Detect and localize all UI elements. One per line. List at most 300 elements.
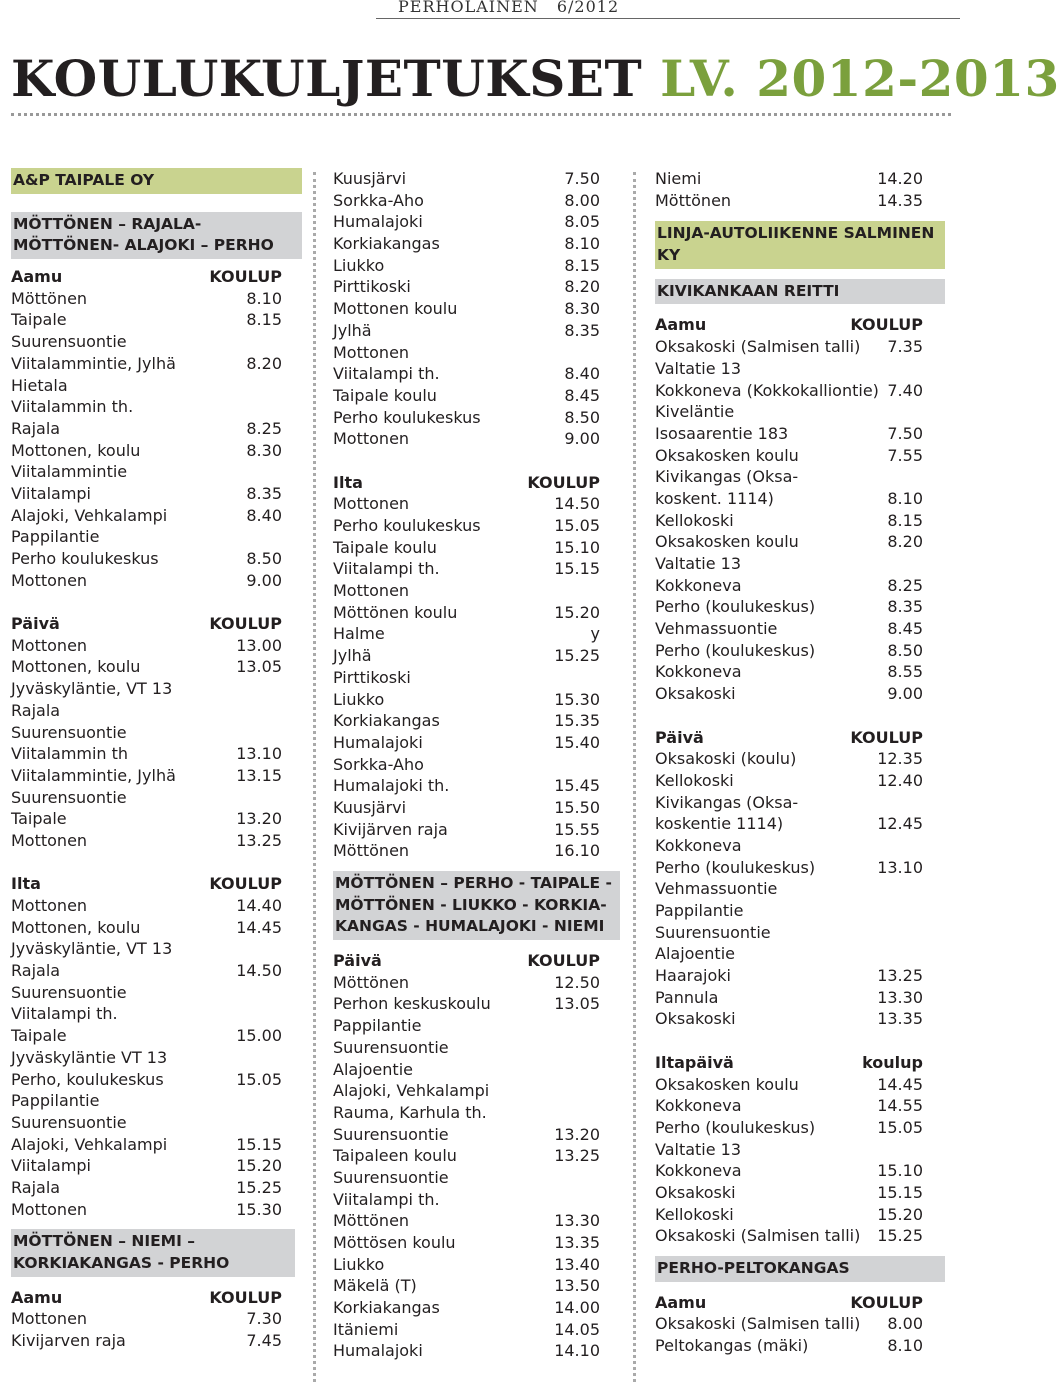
stop-name: Pirttikoski: [333, 277, 411, 297]
stop-name: Peltokangas (mäki): [655, 1336, 809, 1356]
stop-row: [655, 900, 945, 922]
stop-time: 13.10: [877, 857, 923, 877]
stop-name: Mottonen: [11, 896, 88, 916]
stop-row: [333, 342, 620, 364]
stop-name: Perhon keskuskoulu: [333, 994, 491, 1014]
stop-time: 12.50: [554, 972, 600, 992]
stop-time: [282, 982, 302, 1004]
stop-name: Mottonen: [333, 581, 410, 601]
stop-time: 8.50: [564, 407, 600, 427]
stop-row: [11, 743, 302, 765]
stop-time: 14.20: [877, 169, 923, 188]
stop-time: 9.00: [246, 570, 282, 590]
stop-time: [282, 375, 302, 397]
stop-name: Kivikangas (Oksa-: [655, 467, 799, 487]
stop-row: [655, 1204, 945, 1226]
stop-name: Taipale koulu: [333, 385, 437, 405]
stop-time: 15.00: [236, 1026, 282, 1046]
stop-row: [333, 1167, 620, 1189]
stop-name: Rajala: [11, 418, 61, 438]
schedule-header: [655, 727, 945, 749]
stop-time: 15.50: [554, 797, 600, 817]
column-2: [333, 168, 620, 1362]
stop-time: [282, 1112, 302, 1134]
stop-row: [333, 493, 620, 515]
stop-row: [333, 363, 620, 385]
stop-row: [655, 596, 945, 618]
koulup-label: KOULUP: [209, 1287, 282, 1307]
stop-name: Humalajoki: [333, 732, 423, 752]
koulup-label: KOULUP: [850, 315, 923, 335]
stop-row: [333, 1254, 620, 1276]
stop-row: [11, 288, 302, 310]
stop-name: Möttönen: [333, 1211, 410, 1231]
stop-name: Alajoki, Vehkalampi: [11, 505, 168, 525]
stop-row: [11, 1047, 302, 1069]
stop-time: 14.35: [877, 190, 923, 210]
stop-row: [11, 895, 302, 917]
stop-row: [655, 445, 945, 467]
stop-time: 8.05: [564, 212, 600, 232]
stop-time: [923, 900, 945, 922]
stop-time: [282, 938, 302, 960]
stop-time: 15.30: [236, 1199, 282, 1219]
stop-row: [655, 748, 945, 770]
stop-row: [655, 358, 945, 380]
period-label: Aamu: [11, 267, 63, 287]
stop-time: 7.35: [887, 337, 923, 357]
stop-time: [600, 754, 620, 776]
stop-row: [333, 797, 620, 819]
stop-time: 15.40: [554, 732, 600, 752]
stop-row: [11, 765, 302, 787]
stop-time: 15.25: [236, 1177, 282, 1197]
schedule-header: [333, 472, 620, 494]
stop-time: 9.00: [564, 429, 600, 449]
stop-row: [655, 488, 945, 510]
stop-row: [333, 515, 620, 537]
stop-name: Oksakoski (koulu): [655, 749, 797, 769]
stop-time: 15.25: [554, 646, 600, 666]
stop-row: [333, 819, 620, 841]
stop-name: Rajala: [11, 1177, 61, 1197]
stop-name: Pappilantie: [333, 1016, 422, 1036]
route-box: [333, 871, 620, 940]
stop-row: [655, 878, 945, 900]
stop-time: [923, 358, 945, 380]
route-box-line: MÖTTÖNEN - LIUKKO - KORKIA-: [335, 895, 607, 914]
stop-time: 16.10: [554, 841, 600, 861]
stop-time: [923, 878, 945, 900]
stop-time: 13.35: [554, 1233, 600, 1253]
stop-time: [600, 1189, 620, 1211]
stop-row: [333, 168, 620, 190]
stop-name: Mottonen, koulu: [11, 917, 141, 937]
company-box: [11, 168, 302, 194]
spacer: [11, 852, 302, 874]
stop-row: [11, 678, 302, 700]
stop-name: Möttönen: [333, 972, 410, 992]
stop-name: Kellokoski: [655, 510, 734, 530]
stop-time: [282, 1047, 302, 1069]
stop-name: Kuusjärvi: [333, 797, 407, 817]
stop-name: Oksakoski: [655, 684, 736, 704]
column-1: [11, 168, 302, 1352]
stop-name: Kivikangas (Oksa-: [655, 792, 799, 812]
stop-time: 13.25: [554, 1146, 600, 1166]
stop-time: 12.35: [877, 749, 923, 769]
route-box-line: PERHO-PELTOKANGAS: [657, 1259, 850, 1278]
route-box-line: MÖTTÖNEN – PERHO - TAIPALE -: [335, 874, 612, 892]
stop-name: Korkiakangas: [333, 711, 440, 731]
stop-time: 14.45: [236, 917, 282, 937]
page-header: [398, 0, 619, 16]
stop-name: Humalajoki: [333, 212, 423, 232]
stop-name: Valtatie 13: [655, 358, 742, 378]
stop-row: [11, 526, 302, 548]
stop-time: 15.30: [554, 689, 600, 709]
schedule-header: [655, 1292, 945, 1314]
stop-time: 13.05: [554, 994, 600, 1014]
stop-time: 8.45: [564, 385, 600, 405]
stop-row: [333, 710, 620, 732]
stop-name: Haarajoki: [655, 966, 731, 986]
stop-name: Viitalampi th.: [333, 364, 440, 384]
koulup-label: koulup: [862, 1052, 923, 1072]
stop-name: Perho koulukeskus: [11, 549, 159, 569]
stop-name: Jyväskyläntie, VT 13: [11, 679, 173, 699]
stop-name: Kiveläntie: [655, 402, 735, 422]
stop-row: [333, 840, 620, 862]
stop-name: Mottonen: [11, 830, 88, 850]
stop-name: Viitalammintie, Jylhä: [11, 765, 176, 785]
stop-name: Kellokoski: [655, 770, 734, 790]
stop-row: [655, 1225, 945, 1247]
stop-row: [11, 656, 302, 678]
stop-time: 8.10: [887, 488, 923, 508]
schedule-header: [11, 266, 302, 288]
stop-time: 8.15: [887, 510, 923, 530]
stop-row: [333, 407, 620, 429]
stop-name: Viitalammintie: [11, 462, 128, 482]
stop-row: [333, 276, 620, 298]
schedule-header: [333, 950, 620, 972]
stop-time: 15.05: [236, 1069, 282, 1089]
stop-name: Suurensuontie: [333, 1167, 449, 1187]
stop-time: [600, 1080, 620, 1102]
stop-time: 15.20: [554, 602, 600, 622]
stop-time: y: [590, 624, 600, 644]
stop-name: Liukko: [333, 689, 385, 709]
stop-row: [655, 640, 945, 662]
stop-time: 13.05: [236, 657, 282, 677]
stop-row: [11, 1112, 302, 1134]
stop-time: 13.25: [236, 830, 282, 850]
stop-name: Halme: [333, 624, 385, 644]
stop-name: Rauma, Karhula th.: [333, 1102, 487, 1122]
stop-row: [11, 418, 302, 440]
issue-number: 6/2012: [556, 0, 620, 16]
stop-time: 12.40: [877, 770, 923, 790]
stop-time: 14.05: [554, 1319, 600, 1339]
stop-time: 8.20: [246, 353, 282, 373]
stop-time: [923, 1139, 945, 1161]
stop-name: Perho koulukeskus: [333, 407, 481, 427]
stop-name: Liukko: [333, 255, 385, 275]
stop-name: Kellokoski: [655, 1204, 734, 1224]
stop-row: [11, 1177, 302, 1199]
stop-row: [11, 808, 302, 830]
stop-row: [655, 1182, 945, 1204]
stop-name: Vehmassuontie: [655, 619, 778, 639]
stop-row: [333, 1037, 620, 1059]
stop-name: Pappilantie: [655, 901, 744, 921]
period-label: Päivä: [655, 727, 704, 747]
route-box: [655, 279, 945, 305]
stop-time: 15.10: [877, 1161, 923, 1181]
stop-row: [655, 1139, 945, 1161]
stop-row: [333, 1124, 620, 1146]
stop-time: 14.55: [877, 1096, 923, 1116]
stop-name: Perho (koulukeskus): [655, 857, 816, 877]
stop-row: [333, 645, 620, 667]
schedule-header: [11, 873, 302, 895]
stop-name: Suurensuontie: [655, 922, 771, 942]
route-box: [655, 1256, 945, 1282]
stop-name: Möttönen koulu: [333, 602, 458, 622]
stop-name: Kokkoneva: [655, 575, 742, 595]
stop-name: Valtatie 13: [655, 554, 742, 574]
stop-row: [655, 423, 945, 445]
stop-time: 7.40: [887, 380, 923, 400]
stop-name: Viitalammintie, Jylhä: [11, 353, 176, 373]
stop-time: 13.15: [236, 765, 282, 785]
stop-time: [923, 835, 945, 857]
stop-name: Mottonen: [333, 429, 410, 449]
koulup-label: KOULUP: [527, 472, 600, 492]
stop-row: [655, 380, 945, 402]
company-box-line: LINJA-AUTOLIIKENNE SALMINEN KY: [657, 224, 935, 265]
stop-time: [282, 722, 302, 744]
stop-time: [600, 1167, 620, 1189]
stop-row: [333, 732, 620, 754]
stop-name: Kokkoneva: [655, 1096, 742, 1116]
publication-name: PERHOLAINEN: [398, 0, 539, 16]
stop-row: [333, 320, 620, 342]
stop-row: [333, 233, 620, 255]
stop-name: Taipale: [11, 1026, 67, 1046]
stop-row: [655, 575, 945, 597]
period-label: Päivä: [333, 951, 382, 971]
stop-time: 13.20: [554, 1124, 600, 1144]
stop-name: Viitalampi th.: [11, 1004, 118, 1024]
stop-time: 13.30: [877, 987, 923, 1007]
stop-row: [333, 1015, 620, 1037]
spacer: [655, 1030, 945, 1052]
stop-row: [11, 505, 302, 527]
stop-name: Oksakoski (Salmisen talli): [655, 337, 861, 357]
stop-name: Suurensuontie: [11, 332, 127, 352]
stop-name: Rajala: [11, 700, 61, 720]
stop-time: 8.20: [887, 532, 923, 552]
stop-name: Kivijärven raja: [333, 819, 448, 839]
stop-time: 15.35: [554, 711, 600, 731]
stop-row: [333, 1210, 620, 1232]
stop-row: [11, 1199, 302, 1221]
schedule-header: [11, 1287, 302, 1309]
stop-name: Niemi: [655, 169, 702, 188]
stop-time: [282, 1003, 302, 1025]
stop-name: Perho koulukeskus: [333, 516, 481, 535]
stop-row: [11, 635, 302, 657]
schedule-header: [11, 613, 302, 635]
stop-name: Jylhä: [333, 320, 372, 340]
stop-row: [333, 1297, 620, 1319]
stop-name: Taipale: [11, 310, 67, 330]
stop-name: Suurensuontie: [333, 1124, 449, 1144]
stop-row: [11, 938, 302, 960]
stop-time: 8.30: [246, 440, 282, 460]
stop-row: [11, 353, 302, 375]
stop-time: 8.25: [246, 418, 282, 438]
stop-time: 14.50: [554, 494, 600, 514]
stop-time: 15.20: [236, 1156, 282, 1176]
stop-time: [923, 466, 945, 488]
stop-time: 8.40: [564, 364, 600, 384]
stop-name: Oksakosken koulu: [655, 1074, 799, 1094]
route-box: [11, 1229, 295, 1276]
stop-row: [11, 461, 302, 483]
stop-row: [333, 428, 620, 450]
stop-row: [11, 1155, 302, 1177]
stop-time: 14.00: [554, 1298, 600, 1318]
stop-time: 8.15: [246, 310, 282, 330]
stop-name: Humalajoki: [333, 1341, 423, 1361]
column-3: [655, 168, 945, 1357]
period-label: Iltapäivä: [655, 1052, 734, 1072]
stop-time: 7.45: [246, 1331, 282, 1351]
stop-time: 15.05: [554, 516, 600, 535]
stop-row: [333, 1319, 620, 1341]
stop-row: [333, 1145, 620, 1167]
route-box-line: MÖTTÖNEN – NIEMI –: [13, 1232, 196, 1251]
stop-time: 8.10: [564, 234, 600, 254]
stop-name: Oksakoski: [655, 1182, 736, 1202]
stop-row: [655, 770, 945, 792]
stop-name: Alajoki, Vehkalampi: [333, 1081, 490, 1101]
stop-name: Pirttikoski: [333, 667, 411, 687]
stop-name: koskentie 1114): [655, 814, 784, 834]
stop-name: Perho (koulukeskus): [655, 640, 816, 660]
stop-row: [11, 830, 302, 852]
title-divider: [11, 113, 951, 116]
stop-row: [655, 168, 945, 190]
stop-row: [333, 993, 620, 1015]
stop-row: [11, 309, 302, 331]
stop-name: Sorkka-Aho: [333, 754, 424, 774]
stop-name: Mottonen: [333, 494, 410, 514]
stop-row: [655, 813, 945, 835]
stop-row: [655, 1335, 945, 1357]
stop-row: [655, 1160, 945, 1182]
stop-name: Alajoentie: [333, 1059, 413, 1079]
stop-time: [923, 943, 945, 965]
stop-name: Kokkoneva: [655, 835, 742, 855]
stop-name: Rajala: [11, 961, 61, 981]
stop-time: 13.10: [236, 744, 282, 764]
stop-row: [655, 618, 945, 640]
stop-name: Liukko: [333, 1254, 385, 1274]
title-main: KOULUKULJETUKSET: [11, 49, 643, 108]
stop-row: [11, 396, 302, 418]
stop-name: Pappilantie: [11, 1091, 100, 1111]
stop-name: Perho (koulukeskus): [655, 1117, 816, 1137]
period-label: Päivä: [11, 614, 60, 634]
stop-name: Perho, koulukeskus: [11, 1069, 164, 1089]
stop-row: [333, 667, 620, 689]
stop-time: 14.50: [236, 961, 282, 981]
stop-row: [655, 683, 945, 705]
schedule-header: [655, 1052, 945, 1074]
stop-row: [11, 722, 302, 744]
stop-time: 15.55: [554, 819, 600, 839]
koulup-label: KOULUP: [850, 1292, 923, 1312]
stop-name: Kokkoneva (Kokkokalliontie): [655, 380, 879, 400]
stop-time: 15.25: [877, 1226, 923, 1246]
column-divider: [633, 172, 636, 1382]
stop-time: 14.40: [236, 896, 282, 916]
stop-name: Möttönen: [11, 288, 88, 308]
stop-time: [282, 787, 302, 809]
stop-name: Kivijarven raja: [11, 1331, 126, 1351]
stop-name: Möttönen: [655, 190, 732, 210]
stop-row: [655, 336, 945, 358]
stop-name: Kokkoneva: [655, 1161, 742, 1181]
stop-name: Mäkelä (T): [333, 1276, 417, 1296]
stop-name: Viitalampi: [11, 483, 91, 503]
stop-time: [600, 1102, 620, 1124]
stop-time: 8.35: [887, 597, 923, 617]
route-box-line: MÖTTÖNEN- ALAJOKI – PERHO: [13, 236, 274, 255]
stop-time: 8.45: [887, 619, 923, 639]
stop-row: [655, 1095, 945, 1117]
stop-name: Perho (koulukeskus): [655, 597, 816, 617]
schedule-header: [655, 314, 945, 336]
stop-name: Oksakoski: [655, 1009, 736, 1029]
stop-row: [333, 1102, 620, 1124]
stop-row: [11, 1069, 302, 1091]
stop-name: Mottonen: [11, 1199, 88, 1219]
stop-row: [333, 775, 620, 797]
route-box-line: KORKIAKANGAS - PERHO: [13, 1254, 230, 1273]
stop-time: [600, 1059, 620, 1081]
stop-row: [333, 537, 620, 559]
route-box-line: KIVIKANKAAN REITTI: [657, 281, 840, 300]
stop-name: Möttösen koulu: [333, 1233, 456, 1253]
koulup-label: KOULUP: [209, 874, 282, 894]
stop-name: Oksakosken koulu: [655, 445, 799, 465]
stop-row: [333, 754, 620, 776]
stop-row: [333, 298, 620, 320]
route-box-line: MÖTTÖNEN – RAJALA-: [13, 214, 202, 233]
stop-row: [333, 623, 620, 645]
stop-row: [11, 375, 302, 397]
stop-name: Viitalampi th.: [333, 559, 440, 579]
stop-row: [333, 602, 620, 624]
stop-time: 15.15: [877, 1182, 923, 1202]
stop-time: 14.10: [554, 1341, 600, 1361]
koulup-label: KOULUP: [209, 267, 282, 287]
